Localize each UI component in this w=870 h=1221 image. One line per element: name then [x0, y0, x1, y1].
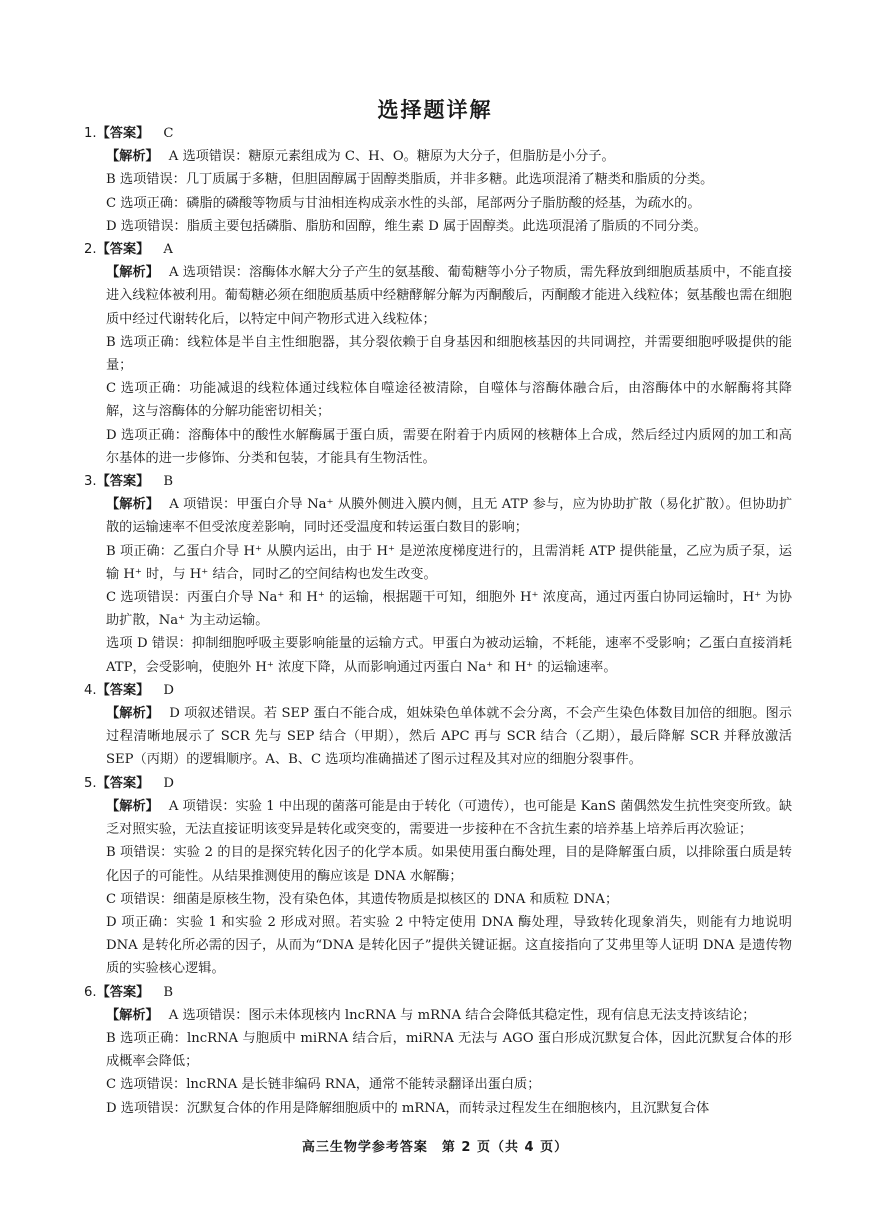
analysis-text: D 选项正确：溶酶体中的酸性水解酶属于蛋白质，需要在附着于内质网的核糖体上合成，然后经过内质网的加工和高尔基体的进一步修饰、分类和包装，才能具有生物活性。: [106, 427, 792, 466]
analysis-line: [92, 493, 792, 539]
answer-line: [84, 122, 792, 145]
analysis-text: 选项 D 错误：抑制细胞呼吸主要影响能量的运输方式。甲蛋白为被动运输，不耗能，速率不受影响；乙蛋白直接消耗 ATP，会受影响，使胞外 H⁺ 浓度下降，从而影响通过丙蛋白 Na⁺ 和 H⁺ 的运输速率。: [106, 636, 792, 675]
answer-tag: 【答案】: [96, 682, 150, 698]
analysis-text: A 项错误：甲蛋白介导 Na⁺ 从膜外侧进入膜内侧，且无 ATP 参与，应为协助扩散（易化扩散）。但协助扩散的运输速率不但受浓度差影响，同时还受温度和转运蛋白数目的影响；: [106, 497, 793, 536]
answer-line: [84, 772, 792, 795]
analysis-paragraph: [92, 540, 792, 586]
answer-tag: 【答案】: [96, 984, 150, 1000]
question-number: 3.: [84, 474, 97, 490]
answer-tag: 【答案】: [96, 126, 150, 141]
analysis-text: C 选项正确：磷脂的磷酸等物质与甘油相连构成亲水性的头部，尾部两分子脂肪酸的烃基，为疏水的。: [106, 195, 701, 211]
answer-line: [84, 679, 792, 702]
question-block: [84, 981, 792, 1120]
question-number: 1.: [84, 126, 97, 141]
analysis-line: [92, 261, 792, 331]
answer-value: C: [163, 126, 174, 141]
answer-value: A: [163, 242, 173, 258]
answer-value: D: [163, 775, 174, 791]
question-block: [84, 238, 792, 470]
analysis-paragraph: [92, 586, 792, 632]
analysis-paragraph: [92, 888, 792, 911]
analysis-text: A 选项错误：溶酶体水解大分子产生的氨基酸、葡萄糖等小分子物质，需先释放到细胞质基质中，不能直接进入线粒体被利用。葡萄糖必须在细胞质基质中经糖酵解分解为丙酮酸后，丙酮酸才能进入线粒体；氨基酸也需在细胞质中经过代谢转化后，以特定中间产物形式进入线粒体；: [106, 265, 792, 327]
analysis-text: B 选项正确：线粒体是半自主性细胞器，其分裂依赖于自身基因和细胞核基因的共同调控，并需要细胞呼吸提供的能量；: [106, 334, 792, 374]
analysis-tag: 【解析】: [106, 1007, 159, 1023]
analysis-tag: 【解析】: [106, 798, 159, 814]
answer-tag: 【答案】: [96, 474, 150, 490]
question-block: [84, 122, 792, 238]
analysis-line: [92, 795, 792, 841]
analysis-paragraph: [92, 1097, 792, 1120]
answer-tag: 【答案】: [96, 775, 150, 791]
analysis-text: D 项叙述错误。若 SEP 蛋白不能合成，姐妹染色单体就不会分离，不会产生染色体数目加倍的细胞。图示过程清晰地展示了 SCR 先与 SEP 结合（甲期），然后 APC 再与 SCR 结合（乙期），最后降解 SCR 并释放激活 SEP（丙期）的逻辑顺序。A、B、C 选项均准确描述了图示过程及其对应的细胞分裂事件。: [106, 706, 792, 768]
analysis-paragraph: [92, 424, 792, 470]
analysis-tag: 【解析】: [106, 497, 160, 513]
analysis-text: C 项错误：细菌是原核生物，没有染色体，其遗传物质是拟核区的 DNA 和质粒 DNA；: [106, 891, 619, 907]
analysis-text: A 选项错误：糖原元素组成为 C、H、O。糖原为大分子，但脂肪是小分子。: [168, 149, 615, 165]
answer-line: [84, 238, 792, 261]
analysis-paragraph: [92, 168, 792, 191]
analysis-text: C 选项正确：功能减退的线粒体通过线粒体自噬途径被清除，自噬体与溶酶体融合后，由溶酶体中的水解酶将其降解，这与溶酶体的分解功能密切相关；: [106, 381, 792, 420]
analysis-paragraph: [92, 215, 792, 238]
analysis-text: D 选项错误：沉默复合体的作用是降解细胞质中的 mRNA，而转录过程发生在细胞核内，且沉默复合体: [106, 1100, 710, 1116]
analysis-text: C 选项错误：lncRNA 是长链非编码 RNA，通常不能转录翻译出蛋白质；: [106, 1077, 541, 1093]
analysis-paragraph: [92, 1027, 792, 1073]
answer-line: [84, 470, 792, 493]
answer-value: B: [163, 984, 174, 1000]
page-footer: 高三生物学参考答案 第 2 页（共 4 页）: [301, 1140, 569, 1155]
question-number: 5.: [84, 775, 97, 791]
analysis-text: D 项正确：实验 1 和实验 2 形成对照。若实验 2 中特定使用 DNA 酶处理，导致转化现象消失，则能有力地说明 DNA 是转化所必需的因子，从而为“DNA 是转化因子”提供关键证据。这直接指向了艾弗里等人证明 DNA 是遗传物质的实验核心逻辑。: [106, 914, 792, 977]
analysis-text: B 项错误：实验 2 的目的是探究转化因子的化学本质。如果使用蛋白酶处理，目的是降解蛋白质，以排除蛋白质是转化因子的可能性。从结果推测使用的酶应该是 DNA 水解酶；: [106, 845, 792, 884]
analysis-text: A 项错误：实验 1 中出现的菌落可能是由于转化（可遗传），也可能是 KanS 菌偶然发生抗性突变所致。缺乏对照实验，无法直接证明该变异是转化或突变的，需要进一步接种在不含抗生素的培养基上培养后再次验证；: [106, 798, 793, 838]
analysis-paragraph: [92, 911, 792, 981]
analysis-paragraph: [92, 192, 792, 215]
question-block: [84, 679, 792, 772]
page-title: 选择题详解: [377, 98, 493, 122]
analysis-paragraph: [92, 632, 792, 678]
question-number: 2.: [84, 242, 97, 258]
question-number: 6.: [84, 984, 97, 1000]
analysis-text: B 选项正确：lncRNA 与胞质中 miRNA 结合后，miRNA 无法与 AGO 蛋白形成沉默复合体，因此沉默复合体的形成概率会降低；: [106, 1030, 792, 1070]
question-block: [84, 772, 793, 981]
analysis-paragraph: [92, 841, 792, 887]
question-number: 4.: [84, 682, 97, 698]
answer-line: [84, 981, 792, 1004]
analysis-text: B 选项错误：几丁质属于多糖，但胆固醇属于固醇类脂质，并非多糖。此选项混淆了糖类和脂质的分类。: [106, 172, 714, 188]
analysis-tag: 【解析】: [106, 265, 159, 281]
analysis-line: [92, 702, 792, 772]
analysis-paragraph: [92, 377, 792, 423]
answer-explanations: [84, 122, 793, 1120]
answer-value: D: [163, 682, 174, 698]
analysis-text: A 选项错误：图示未体现核内 lncRNA 与 mRNA 结合会降低其稳定性，现有信息无法支持该结论；: [168, 1007, 756, 1023]
analysis-text: C 选项错误：丙蛋白介导 Na⁺ 和 H⁺ 的运输，根据题干可知，细胞外 H⁺ 浓度高，通过丙蛋白协同运输时，H⁺ 为协助扩散，Na⁺ 为主动运输。: [106, 590, 792, 629]
analysis-tag: 【解析】: [106, 706, 160, 722]
analysis-line: [92, 1004, 792, 1027]
question-block: [84, 470, 793, 679]
analysis-text: D 选项错误：脂质主要包括磷脂、脂肪和固醇，维生素 D 属于固醇类。此选项混淆了脂质的不同分类。: [106, 218, 707, 234]
analysis-line: [92, 145, 792, 168]
analysis-text: B 项正确：乙蛋白介导 H⁺ 从膜内运出，由于 H⁺ 是逆浓度梯度进行的，且需消耗 ATP 提供能量，乙应为质子泵，运输 H⁺ 时，与 H⁺ 结合，同时乙的空间结构也发生改变。: [106, 543, 792, 582]
answer-value: B: [163, 474, 174, 490]
analysis-tag: 【解析】: [106, 149, 159, 165]
answer-tag: 【答案】: [96, 242, 150, 258]
analysis-paragraph: [92, 1073, 792, 1096]
analysis-paragraph: [92, 331, 792, 377]
